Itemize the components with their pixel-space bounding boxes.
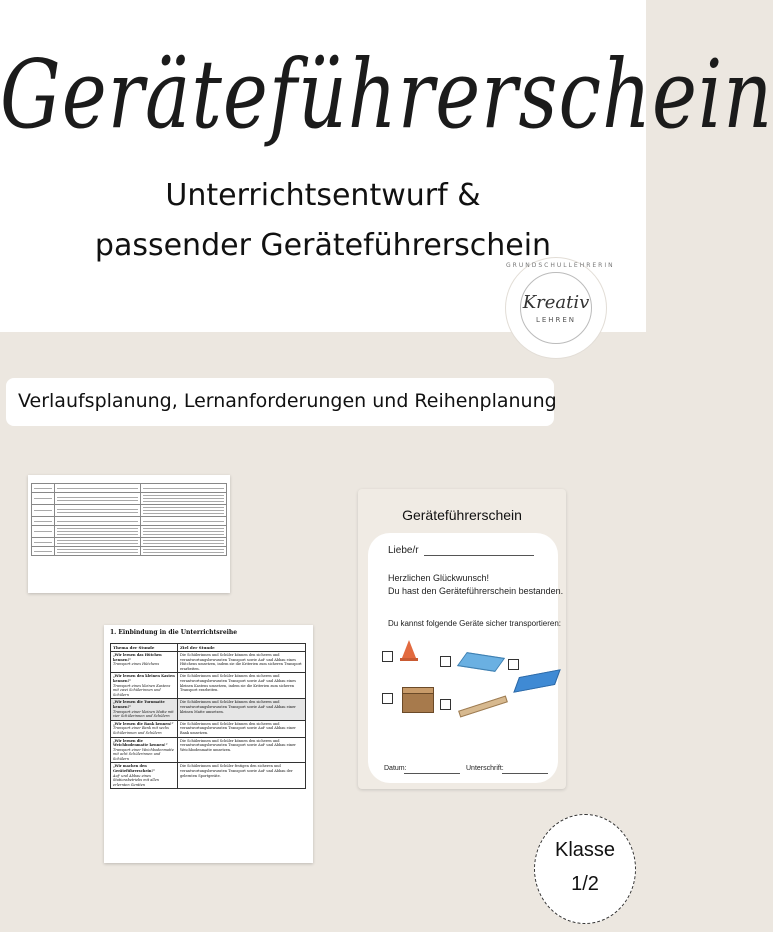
signature-line	[502, 773, 548, 774]
einbindung-table	[110, 643, 306, 789]
table-row: „Wir lernen die Weichbodenmatte kennen!“ Transport einer Weichbodenmatte mit acht Schülerinnen und Schülern Die Schülerinnen und Schüler können den sicheren und verantwortungsbewussten Transport sowie Auf- und Abbau einer Weichbodenmatte umsetzen.	[111, 737, 306, 763]
subtitle-line-1: Unterrichtsentwurf &	[165, 178, 481, 213]
logo-ring-text: GRUNDSCHULLEHRERIN	[506, 262, 615, 269]
table-row: „Wir lernen den kleinen Kasten kennen!“ Transport eines kleinen Kastens mit zwei Schülerinnen und Schülern Die Schülerinnen und Schüler können den sicheren und verantwortungsbewussten Transport sowie Auf- und Abbau eines kleinen Kastens umsetzen, indem sie die Kriterien zum sicheren Transport erarbeiten.	[111, 673, 306, 699]
logo-brand: Kreativ	[522, 292, 590, 313]
col-ziel: Ziel der Stunde	[178, 644, 306, 652]
cone-icon	[402, 640, 416, 658]
table-row: „Wir lernen das Hütchen kennen!“ Transport eines Hütchens Die Schülerinnen und Schüler können den sicheren und verantwortungsbewussten Transport sowie Auf- und Abbau eines Hütchens umsetzen, indem sie die Kriterien zum sicheren Transport erarbeiten.	[111, 652, 306, 673]
checkbox-small-mat	[440, 656, 451, 667]
soft-mat-icon	[513, 669, 560, 693]
certificate-title: Geräteführerschein	[402, 507, 522, 523]
name-line	[424, 555, 534, 556]
class-badge	[534, 814, 636, 924]
date-line	[404, 773, 460, 774]
cone-base	[400, 658, 418, 661]
congrats-line-2: Du hast den Geräteführerschein bestanden.	[388, 586, 564, 596]
class-value: 1/2	[571, 873, 599, 895]
transport-label: Du kannst folgende Geräte sicher transportieren:	[388, 619, 561, 628]
subtitle-line-2: passender Geräteführerschein	[94, 228, 552, 263]
date-label: Datum:	[384, 765, 407, 772]
page-title: Geräteführerschein	[0, 38, 773, 150]
certificate-preview	[358, 489, 566, 789]
certificate-card	[368, 533, 564, 783]
preview-table-document	[28, 475, 230, 593]
checkbox-box	[382, 693, 393, 704]
checkbox-bench	[440, 699, 451, 710]
box-icon	[402, 693, 434, 713]
bench-icon	[458, 695, 508, 717]
greeting-label: Liebe/r	[388, 545, 419, 556]
table-row: „Wir lernen die Turnmatte kennen!“ Transport einer kleinen Matte mit vier Schülerinnen und Schülern Die Schülerinnen und Schüler können den sicheren und verantwortungsbewussten Transport sowie Auf- und Abbau einer kleinen Matte umsetzen.	[111, 699, 306, 720]
col-thema: Thema der Stunde	[111, 644, 178, 652]
checkbox-cone	[382, 651, 393, 662]
preview-table	[31, 483, 227, 556]
doc-heading: 1. Einbindung in die Unterrichtsreihe	[110, 629, 238, 636]
table-row: „Wir lernen die Bank kennen!“ Transport einer Bank mit sechs Schülerinnen und Schülern Die Schülerinnen und Schüler können den sicheren und verantwortungsbewussten Transport sowie Auf- und Abbau einer Bank umsetzen.	[111, 720, 306, 737]
congrats-line-1: Herzlichen Glückwunsch!	[388, 573, 490, 583]
content-banner	[6, 378, 557, 426]
brand-logo	[506, 258, 615, 358]
class-label: Klasse	[554, 839, 616, 861]
small-mat-icon	[457, 652, 505, 672]
logo-brand-sub: LEHREN	[535, 316, 577, 324]
preview-einbindung-document	[104, 625, 313, 863]
banner-text: Verlaufsplanung, Lernanforderungen und Reihenplanung	[18, 390, 557, 412]
table-row: „Wir machen den Geräteführerschein!“ Auf- und Abbau eines Stationsbetriebs mit allen erlernten Geräten Die Schülerinnen und Schüler festigen den sicheren und verantwortungsbewussten Transport sowie Auf- und Abbau der gelernten Sportgeräte.	[111, 763, 306, 789]
signature-label: Unterschrift:	[466, 765, 504, 772]
checkbox-soft-mat	[508, 659, 519, 670]
